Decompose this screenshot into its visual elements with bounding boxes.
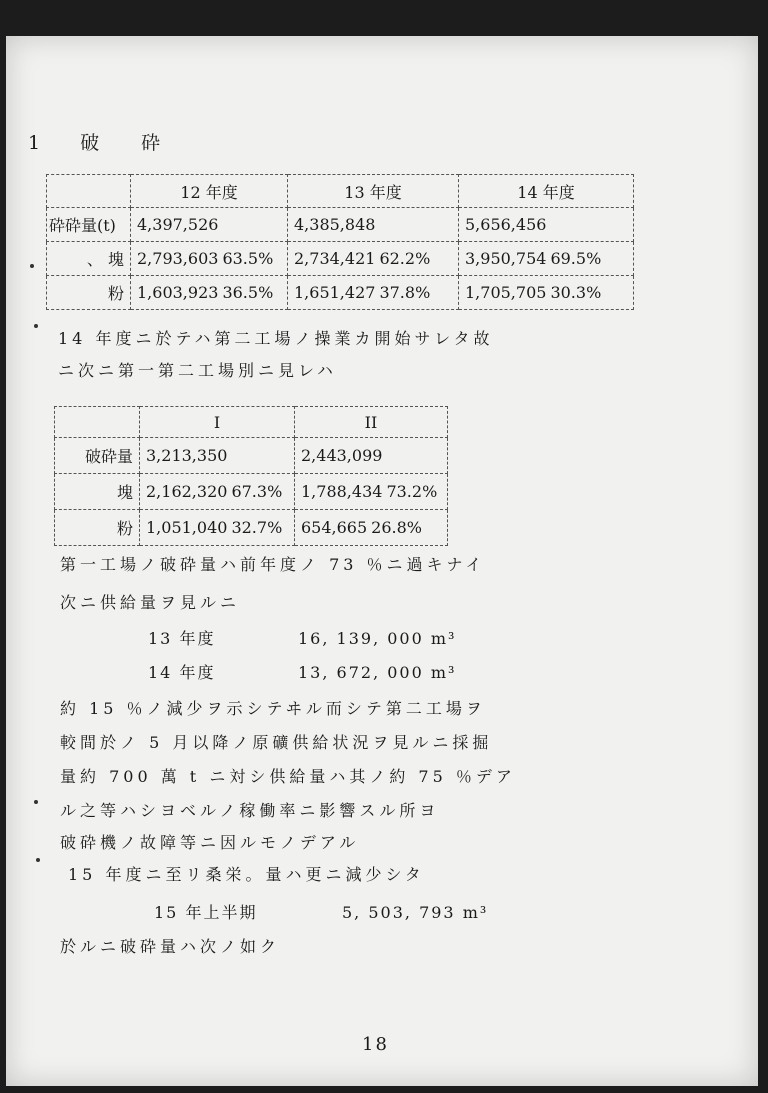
table-cell	[459, 242, 634, 276]
cell-value: 3,213,350	[146, 446, 228, 465]
paragraph-line: 較間於ノ 5 月以降ノ原礦供給状況ヲ見ルニ採掘	[60, 733, 493, 752]
table-cell	[131, 242, 288, 276]
cell-percent: 26.8%	[371, 518, 422, 537]
table-cell	[288, 276, 459, 310]
section-number: 1	[28, 132, 43, 154]
row-label: 破砕量	[55, 438, 140, 474]
cell-value: 654,665	[301, 518, 368, 537]
table-cell	[295, 474, 448, 510]
section-heading	[28, 128, 178, 155]
paragraph-line: 次ニ供給量ヲ見ルニ	[60, 593, 241, 612]
paragraph-line: 於ルニ破砕量ハ次ノ如ク	[60, 937, 281, 956]
table-header-cell	[47, 175, 131, 208]
paragraph-line: ル之等ハシヨベルノ稼働率ニ影響スル所ヨ	[60, 801, 440, 820]
section-title: 破 砕	[80, 132, 179, 154]
paragraph-line: 14 年度ニ於テハ第二工場ノ操業カ開始サレタ故	[58, 329, 494, 348]
cell-percent: 63.5%	[222, 249, 274, 268]
paragraph-line: 破砕機ノ故障等ニ因ルモノデアル	[60, 833, 360, 852]
supply-value: 16, 139, 000 m³	[298, 629, 457, 648]
table-cell	[459, 208, 634, 242]
cell-value: 4,397,526	[137, 215, 219, 234]
paragraph-line: 約 15 ％ノ減少ヲ示シテヰル而シテ第二工場ヲ	[60, 699, 486, 718]
cell-percent: 36.5%	[222, 283, 274, 302]
supply-row	[148, 660, 456, 683]
cell-value: 5,656,456	[465, 215, 547, 234]
table-cell	[140, 510, 295, 546]
cell-percent: 67.3%	[231, 482, 283, 501]
scan-speck	[34, 324, 38, 328]
crushing-table-by-plant	[54, 406, 448, 546]
table-header-cell: I	[140, 407, 295, 438]
cell-value: 2,443,099	[301, 446, 383, 465]
paragraph-line: 第一工場ノ破砕量ハ前年度ノ 73 ％ニ過キナイ	[60, 555, 486, 574]
table-row	[55, 474, 448, 510]
supply-row	[148, 626, 456, 649]
cell-value: 2,793,603	[137, 249, 219, 268]
document-page	[6, 36, 758, 1086]
cell-value: 1,705,705	[465, 283, 547, 302]
period-row	[154, 900, 488, 923]
table-header-row	[47, 175, 634, 208]
scan-speck	[34, 800, 38, 804]
page-number: 18	[362, 1034, 389, 1055]
cell-value: 1,788,434	[301, 482, 383, 501]
table-header-cell: 14 年度	[459, 175, 634, 208]
paragraph-line: ニ次ニ第一第二工場別ニ見レハ	[58, 361, 337, 380]
supply-year: 13 年度	[148, 629, 216, 648]
paragraph-line: 量約 700 萬 t ニ対シ供給量ハ其ノ約 75 ％デア	[60, 767, 516, 786]
table-cell	[288, 242, 459, 276]
row-label: 、 塊	[47, 242, 131, 276]
cell-value: 2,162,320	[146, 482, 228, 501]
period-value: 5, 503, 793 m³	[342, 903, 489, 922]
table-row	[47, 242, 634, 276]
row-label: 粉	[55, 510, 140, 546]
table-row	[55, 510, 448, 546]
table-row	[55, 438, 448, 474]
cell-percent: 37.8%	[379, 283, 431, 302]
row-label: 砕砕量(t)	[47, 208, 131, 242]
supply-year: 14 年度	[148, 663, 216, 682]
table-row	[47, 208, 634, 242]
row-label: 粉	[47, 276, 131, 310]
table-cell	[131, 208, 288, 242]
cell-percent: 32.7%	[231, 518, 283, 537]
table-cell	[295, 510, 448, 546]
table-header-cell: II	[295, 407, 448, 438]
supply-value: 13, 672, 000 m³	[298, 663, 457, 682]
table-header-cell: 13 年度	[288, 175, 459, 208]
cell-percent: 69.5%	[550, 249, 602, 268]
table-cell	[295, 438, 448, 474]
crushing-table-by-year	[46, 174, 634, 310]
table-cell	[288, 208, 459, 242]
table-header-row	[55, 407, 448, 438]
table-cell	[140, 474, 295, 510]
table-header-cell	[55, 407, 140, 438]
cell-value: 2,734,421	[294, 249, 376, 268]
cell-value: 4,385,848	[294, 215, 376, 234]
cell-percent: 73.2%	[386, 482, 438, 501]
table-row	[47, 276, 634, 310]
table-cell	[140, 438, 295, 474]
paragraph-line: 15 年度ニ至リ桑栄。量ハ更ニ減少シタ	[68, 865, 425, 884]
period-label: 15 年上半期	[154, 903, 258, 922]
cell-percent: 30.3%	[550, 283, 602, 302]
cell-value: 3,950,754	[465, 249, 547, 268]
table-cell	[131, 276, 288, 310]
table-cell	[459, 276, 634, 310]
table-header-cell: 12 年度	[131, 175, 288, 208]
scan-speck	[30, 264, 34, 268]
cell-value: 1,051,040	[146, 518, 228, 537]
cell-value: 1,603,923	[137, 283, 219, 302]
cell-percent: 62.2%	[379, 249, 431, 268]
scan-speck	[36, 858, 40, 862]
row-label: 塊	[55, 474, 140, 510]
cell-value: 1,651,427	[294, 283, 376, 302]
